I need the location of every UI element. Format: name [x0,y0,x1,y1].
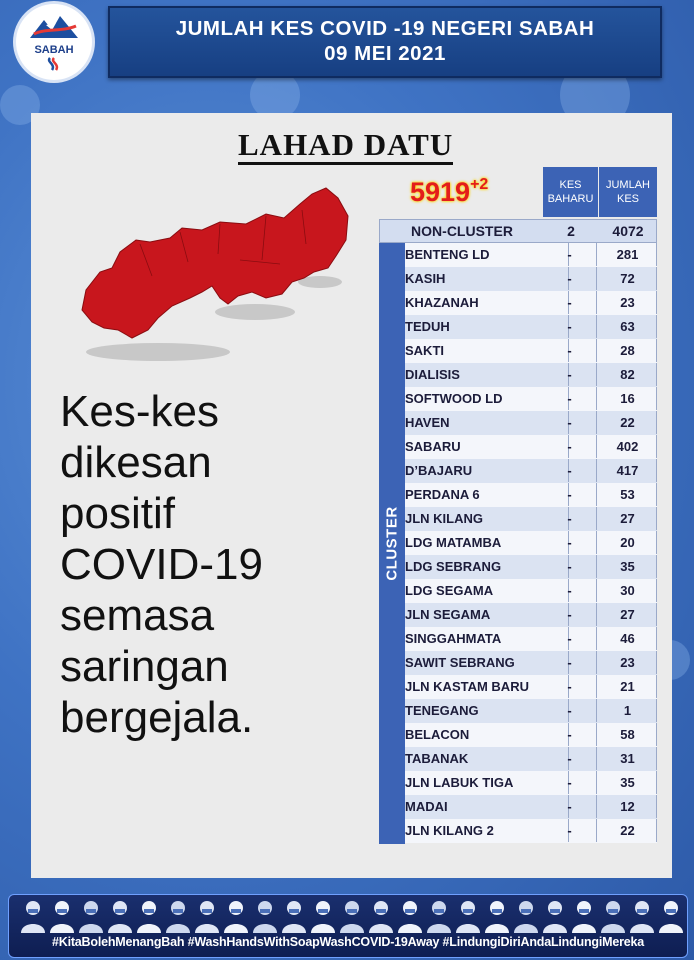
cluster-new: - [543,555,597,578]
cluster-new: - [543,819,597,842]
side-text-line: bergejala. [60,693,254,742]
cluster-total: 417 [599,459,657,482]
cluster-new: - [543,267,597,290]
mountain-logo-icon [16,4,92,80]
cluster-new: - [543,363,597,386]
cluster-new: - [543,291,597,314]
cluster-total: 27 [599,507,657,530]
person-icon [396,899,424,933]
cluster-row [379,651,657,675]
footer-strip [8,894,688,958]
column-header-total [599,167,657,217]
side-text [60,386,263,743]
person-icon [77,899,105,933]
person-icon [367,899,395,933]
cluster-name: JLN KILANG [405,507,569,530]
cluster-row [379,627,657,651]
district-title: LAHAD DATU [238,128,453,165]
cluster-total: 23 [599,291,657,314]
cluster-row [379,459,657,483]
person-icon [628,899,656,933]
side-text-line: dikesan [60,438,212,487]
cluster-total: 82 [599,363,657,386]
cluster-total: 58 [599,723,657,746]
cluster-row [379,291,657,315]
cluster-name: LDG MATAMBA [405,531,569,554]
cluster-name: TEDUH [405,315,569,338]
logo-text: SABAH [34,44,74,56]
cluster-new: - [543,795,597,818]
cluster-name: TENEGANG [405,699,569,722]
person-icon [280,899,308,933]
cluster-total: 22 [599,819,657,842]
cluster-new: - [543,699,597,722]
sabah-logo [16,4,92,80]
side-text-line: COVID-19 [60,540,263,589]
cluster-name: JLN LABUK TIGA [405,771,569,794]
person-icon [164,899,192,933]
cluster-total: 22 [599,411,657,434]
cluster-name: JLN KILANG 2 [405,819,569,842]
column-header-new-line2: BAHARU [547,193,594,205]
cluster-new: - [543,747,597,770]
cluster-row [379,819,657,843]
footer-hashtags: #KitaBolehMenangBah #WashHandsWithSoapWashCOVID-19Away #LindungiDiriAndaLindungiMereka [51,935,645,949]
cluster-name: MADAI [405,795,569,818]
district-map [70,180,360,370]
person-icon [309,899,337,933]
cluster-row [379,675,657,699]
cluster-row [379,723,657,747]
cluster-total: 20 [599,531,657,554]
cluster-name: SAKTI [405,339,569,362]
cluster-total: 16 [599,387,657,410]
cluster-total: 31 [599,747,657,770]
cluster-row [379,795,657,819]
map-shape [82,188,348,338]
cluster-name: BENTENG LD [405,243,569,266]
cluster-total: 281 [599,243,657,266]
cluster-name: HAVEN [405,411,569,434]
total-delta: +2 [470,176,489,193]
cluster-row [379,315,657,339]
cluster-new: - [543,459,597,482]
person-icon [541,899,569,933]
cluster-total: 35 [599,771,657,794]
cluster-row [379,435,657,459]
cluster-new: - [543,507,597,530]
person-icon [19,899,47,933]
cluster-row [379,603,657,627]
side-text-line: positif [60,489,175,538]
person-icon [657,899,685,933]
cluster-new: - [543,411,597,434]
cluster-total: 1 [599,699,657,722]
cluster-label-text: CLUSTER [383,506,401,581]
header-banner [108,6,662,78]
cluster-name: PERDANA 6 [405,483,569,506]
cluster-row [379,531,657,555]
cluster-row [379,771,657,795]
cluster-total: 53 [599,483,657,506]
person-icon [425,899,453,933]
column-header-new-line1: KES [559,179,582,191]
cluster-new: - [543,579,597,602]
cluster-new: - [543,627,597,650]
cluster-name: KASIH [405,267,569,290]
cluster-total: 63 [599,315,657,338]
cluster-new: - [543,435,597,458]
cluster-row [379,339,657,363]
person-icon [599,899,627,933]
person-icon [48,899,76,933]
cluster-row [379,507,657,531]
cluster-row [379,579,657,603]
person-icon [193,899,221,933]
cluster-total: 35 [599,555,657,578]
cluster-name: SABARU [405,435,569,458]
cluster-new: - [543,651,597,674]
column-header-total-line1: JUMLAH [605,179,650,191]
person-icon [106,899,134,933]
cluster-label [379,243,405,844]
cluster-name: TABANAK [405,747,569,770]
cluster-row [379,387,657,411]
cluster-new: - [543,771,597,794]
cluster-name: SINGGAHMATA [405,627,569,650]
person-icon [251,899,279,933]
total-count: 5919 [410,177,471,207]
person-icon [570,899,598,933]
cluster-new: - [543,603,597,626]
cluster-new: - [543,339,597,362]
non-cluster-row [379,219,657,243]
cluster-name: D’BAJARU [405,459,569,482]
total-cases [410,176,488,208]
cluster-name: JLN KASTAM BARU [405,675,569,698]
cluster-total: 23 [599,651,657,674]
non-cluster-total: 4072 [612,223,644,239]
cluster-name: SOFTWOOD LD [405,387,569,410]
header-date: 09 MEI 2021 [324,42,446,65]
cluster-new: - [543,387,597,410]
cluster-row [379,747,657,771]
cluster-row [379,699,657,723]
cluster-row [379,363,657,387]
non-cluster-new: 2 [567,223,575,239]
cluster-new: - [543,675,597,698]
cluster-row [379,267,657,291]
cluster-total: 30 [599,579,657,602]
map-shadow [86,343,230,361]
header-title: JUMLAH KES COVID -19 NEGERI SABAH [175,17,595,40]
cluster-new: - [543,531,597,554]
cluster-row [379,243,657,267]
map-shadow [215,304,295,320]
cluster-total: 72 [599,267,657,290]
cluster-total: 12 [599,795,657,818]
cluster-total: 46 [599,627,657,650]
cluster-row [379,555,657,579]
column-header-total-line2: KES [616,193,639,205]
cluster-total: 21 [599,675,657,698]
cluster-name: DIALISIS [405,363,569,386]
side-text-line: Kes-kes [60,387,219,436]
cluster-new: - [543,315,597,338]
cluster-row [379,483,657,507]
side-text-line: semasa [60,591,215,640]
cluster-name: JLN SEGAMA [405,603,569,626]
cluster-name: LDG SEBRANG [405,555,569,578]
cluster-total: 28 [599,339,657,362]
person-icon [454,899,482,933]
cluster-row [379,411,657,435]
side-text-line: saringan [60,642,229,691]
person-icon [338,899,366,933]
person-icon [483,899,511,933]
cluster-new: - [543,483,597,506]
person-icon [135,899,163,933]
person-icon [222,899,250,933]
cluster-new: - [543,243,597,266]
column-header-new [543,167,598,217]
cluster-name: KHAZANAH [405,291,569,314]
cluster-name: LDG SEGAMA [405,579,569,602]
cluster-total: 402 [599,435,657,458]
cluster-total: 27 [599,603,657,626]
person-icon [512,899,540,933]
cluster-name: BELACON [405,723,569,746]
non-cluster-label: NON-CLUSTER [411,223,513,239]
cluster-name: SAWIT SEBRANG [405,651,569,674]
cluster-new: - [543,723,597,746]
